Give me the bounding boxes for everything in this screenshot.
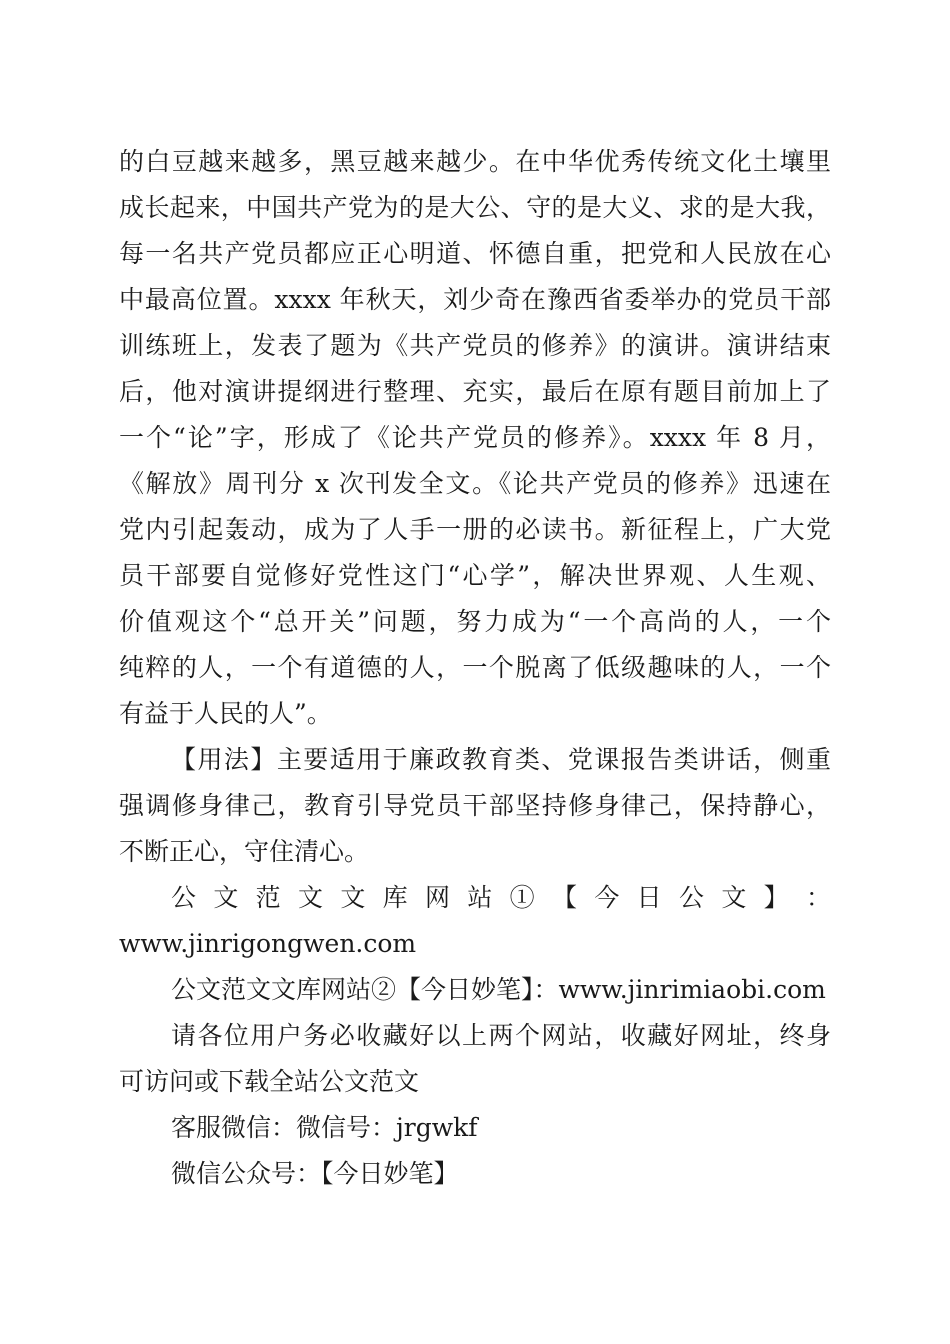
text-line: 后，他对演讲提纲进行整理、充实，最后在原有题目前加上了 (119, 377, 831, 406)
text-line: 员干部要自觉修好党性这门“心学”，解决世界观、人生观、 (119, 561, 831, 590)
text-line: 的白豆越来越多，黑豆越来越少。在中华优秀传统文化土壤里 (119, 147, 831, 176)
text-line: 价值观这个“总开关”问题，努力成为“一个高尚的人，一个 (119, 607, 831, 636)
site-two-block (119, 967, 831, 1013)
text-line: 纯粹的人，一个有道德的人，一个脱离了低级趣味的人，一个 (119, 653, 831, 682)
paragraph-usage (119, 737, 831, 875)
customer-service-wechat: 客服微信：微信号：jrgwkf (171, 1113, 478, 1142)
text-line: 党内引起轰动，成为了人手一册的必读书。新征程上，广大党 (119, 515, 831, 544)
text-line: 每一名共产党员都应正心明道、怀德自重，把党和人民放在心 (119, 239, 831, 268)
text-line: 请各位用户务必收藏好以上两个网站，收藏好网址，终身 (171, 1021, 831, 1050)
site-one-label: 公 文 范 文 文 库 网 站 ① 【 今 日 公 文 】 ： (171, 883, 831, 912)
text-line: 【用法】主要适用于廉政教育类、党课报告类讲话，侧重 (171, 745, 831, 774)
paragraph-liushaoqi (119, 139, 831, 737)
site-two-line[interactable]: 公文范文文库网站②【今日妙笔】：www.jinrimiaobi.com (171, 975, 826, 1004)
text-line: 《解放》周刊分 x 次刊发全文。《论共产党员的修养》迅速在 (119, 469, 831, 498)
site-one-block (119, 875, 831, 967)
text-line: 强调修身律己，教育引导党员干部坚持修身律己，保持静心， (119, 791, 831, 820)
text-line: 可访问或下载全站公文范文 (119, 1067, 420, 1096)
document-page (119, 139, 831, 1197)
text-line: 成长起来，中国共产党为的是大公、守的是大义、求的是大我， (119, 193, 831, 222)
wechat-official-account: 微信公众号：【今日妙笔】 (171, 1159, 459, 1188)
text-line: 中最高位置。xxxx 年秋天，刘少奇在豫西省委举办的党员干部 (119, 285, 831, 314)
text-line: 有益于人民的人”。 (119, 699, 332, 728)
text-line: 一个“论”字，形成了《论共产党员的修养》。xxxx 年 8 月， (119, 423, 831, 452)
reminder-block (119, 1013, 831, 1105)
text-line: 训练班上，发表了题为《共产党员的修养》的演讲。演讲结束 (119, 331, 831, 360)
site-one-url[interactable]: www.jinrigongwen.com (119, 929, 417, 958)
text-line: 不断正心，守住清心。 (119, 837, 370, 866)
